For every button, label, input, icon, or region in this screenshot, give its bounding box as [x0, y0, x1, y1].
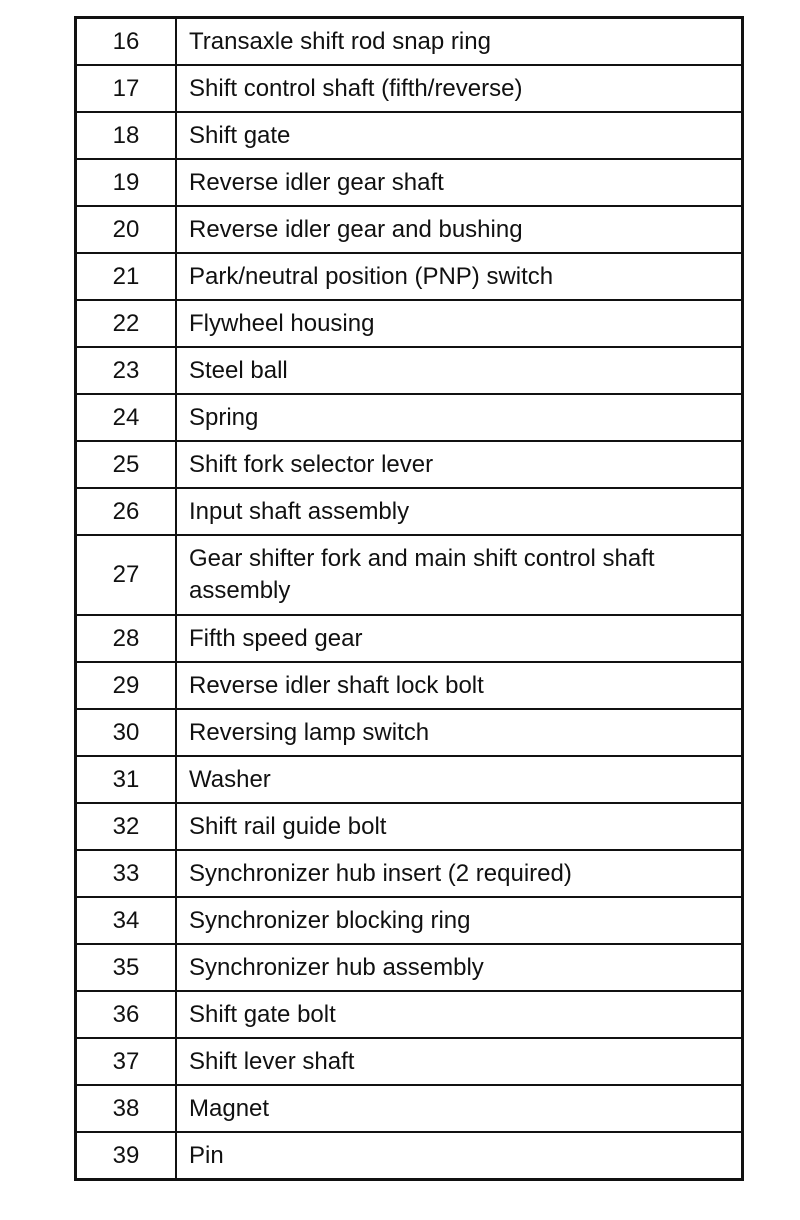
table-row [76, 803, 743, 850]
part-description: Spring [176, 394, 743, 441]
part-description: Shift fork selector lever [176, 441, 743, 488]
table-row [76, 662, 743, 709]
table-row [76, 1038, 743, 1085]
table-row [76, 944, 743, 991]
part-description: Shift control shaft (fifth/reverse) [176, 65, 743, 112]
part-number: 31 [76, 756, 177, 803]
part-description: Fifth speed gear [176, 615, 743, 662]
part-number: 32 [76, 803, 177, 850]
part-description: Reverse idler gear and bushing [176, 206, 743, 253]
part-description: Steel ball [176, 347, 743, 394]
part-description: Reverse idler shaft lock bolt [176, 662, 743, 709]
part-description: Synchronizer hub assembly [176, 944, 743, 991]
part-description: Transaxle shift rod snap ring [176, 18, 743, 66]
part-number: 33 [76, 850, 177, 897]
part-description: Flywheel housing [176, 300, 743, 347]
part-description: Magnet [176, 1085, 743, 1132]
table-row [76, 991, 743, 1038]
part-description: Shift rail guide bolt [176, 803, 743, 850]
part-number: 21 [76, 253, 177, 300]
part-description: Shift gate bolt [176, 991, 743, 1038]
part-number: 37 [76, 1038, 177, 1085]
part-description: Pin [176, 1132, 743, 1180]
part-number: 22 [76, 300, 177, 347]
table-row [76, 65, 743, 112]
table-row [76, 347, 743, 394]
table-row [76, 535, 743, 615]
part-description: Input shaft assembly [176, 488, 743, 535]
table-row [76, 897, 743, 944]
part-description: Gear shifter fork and main shift control shaft assembly [176, 535, 743, 615]
table-row [76, 709, 743, 756]
table-row [76, 1085, 743, 1132]
table-row [76, 1132, 743, 1180]
table-row [76, 488, 743, 535]
parts-legend-table [74, 16, 744, 1181]
table-row [76, 756, 743, 803]
part-description: Synchronizer hub insert (2 required) [176, 850, 743, 897]
part-number: 27 [76, 535, 177, 615]
part-number: 24 [76, 394, 177, 441]
table-row [76, 159, 743, 206]
part-number: 17 [76, 65, 177, 112]
part-number: 20 [76, 206, 177, 253]
table-row [76, 615, 743, 662]
table-row [76, 441, 743, 488]
table-row [76, 206, 743, 253]
table-row [76, 112, 743, 159]
part-number: 26 [76, 488, 177, 535]
part-description: Washer [176, 756, 743, 803]
part-number: 39 [76, 1132, 177, 1180]
part-description: Reversing lamp switch [176, 709, 743, 756]
table-row [76, 300, 743, 347]
part-number: 30 [76, 709, 177, 756]
part-number: 23 [76, 347, 177, 394]
parts-table-body [76, 18, 743, 1180]
part-description: Park/neutral position (PNP) switch [176, 253, 743, 300]
part-number: 29 [76, 662, 177, 709]
table-row [76, 850, 743, 897]
part-description: Reverse idler gear shaft [176, 159, 743, 206]
part-number: 34 [76, 897, 177, 944]
part-number: 35 [76, 944, 177, 991]
part-number: 19 [76, 159, 177, 206]
part-number: 25 [76, 441, 177, 488]
part-number: 36 [76, 991, 177, 1038]
part-number: 38 [76, 1085, 177, 1132]
part-number: 16 [76, 18, 177, 66]
table-row [76, 18, 743, 66]
part-number: 18 [76, 112, 177, 159]
part-description: Shift lever shaft [176, 1038, 743, 1085]
part-description: Synchronizer blocking ring [176, 897, 743, 944]
table-row [76, 253, 743, 300]
part-description: Shift gate [176, 112, 743, 159]
table-row [76, 394, 743, 441]
part-number: 28 [76, 615, 177, 662]
